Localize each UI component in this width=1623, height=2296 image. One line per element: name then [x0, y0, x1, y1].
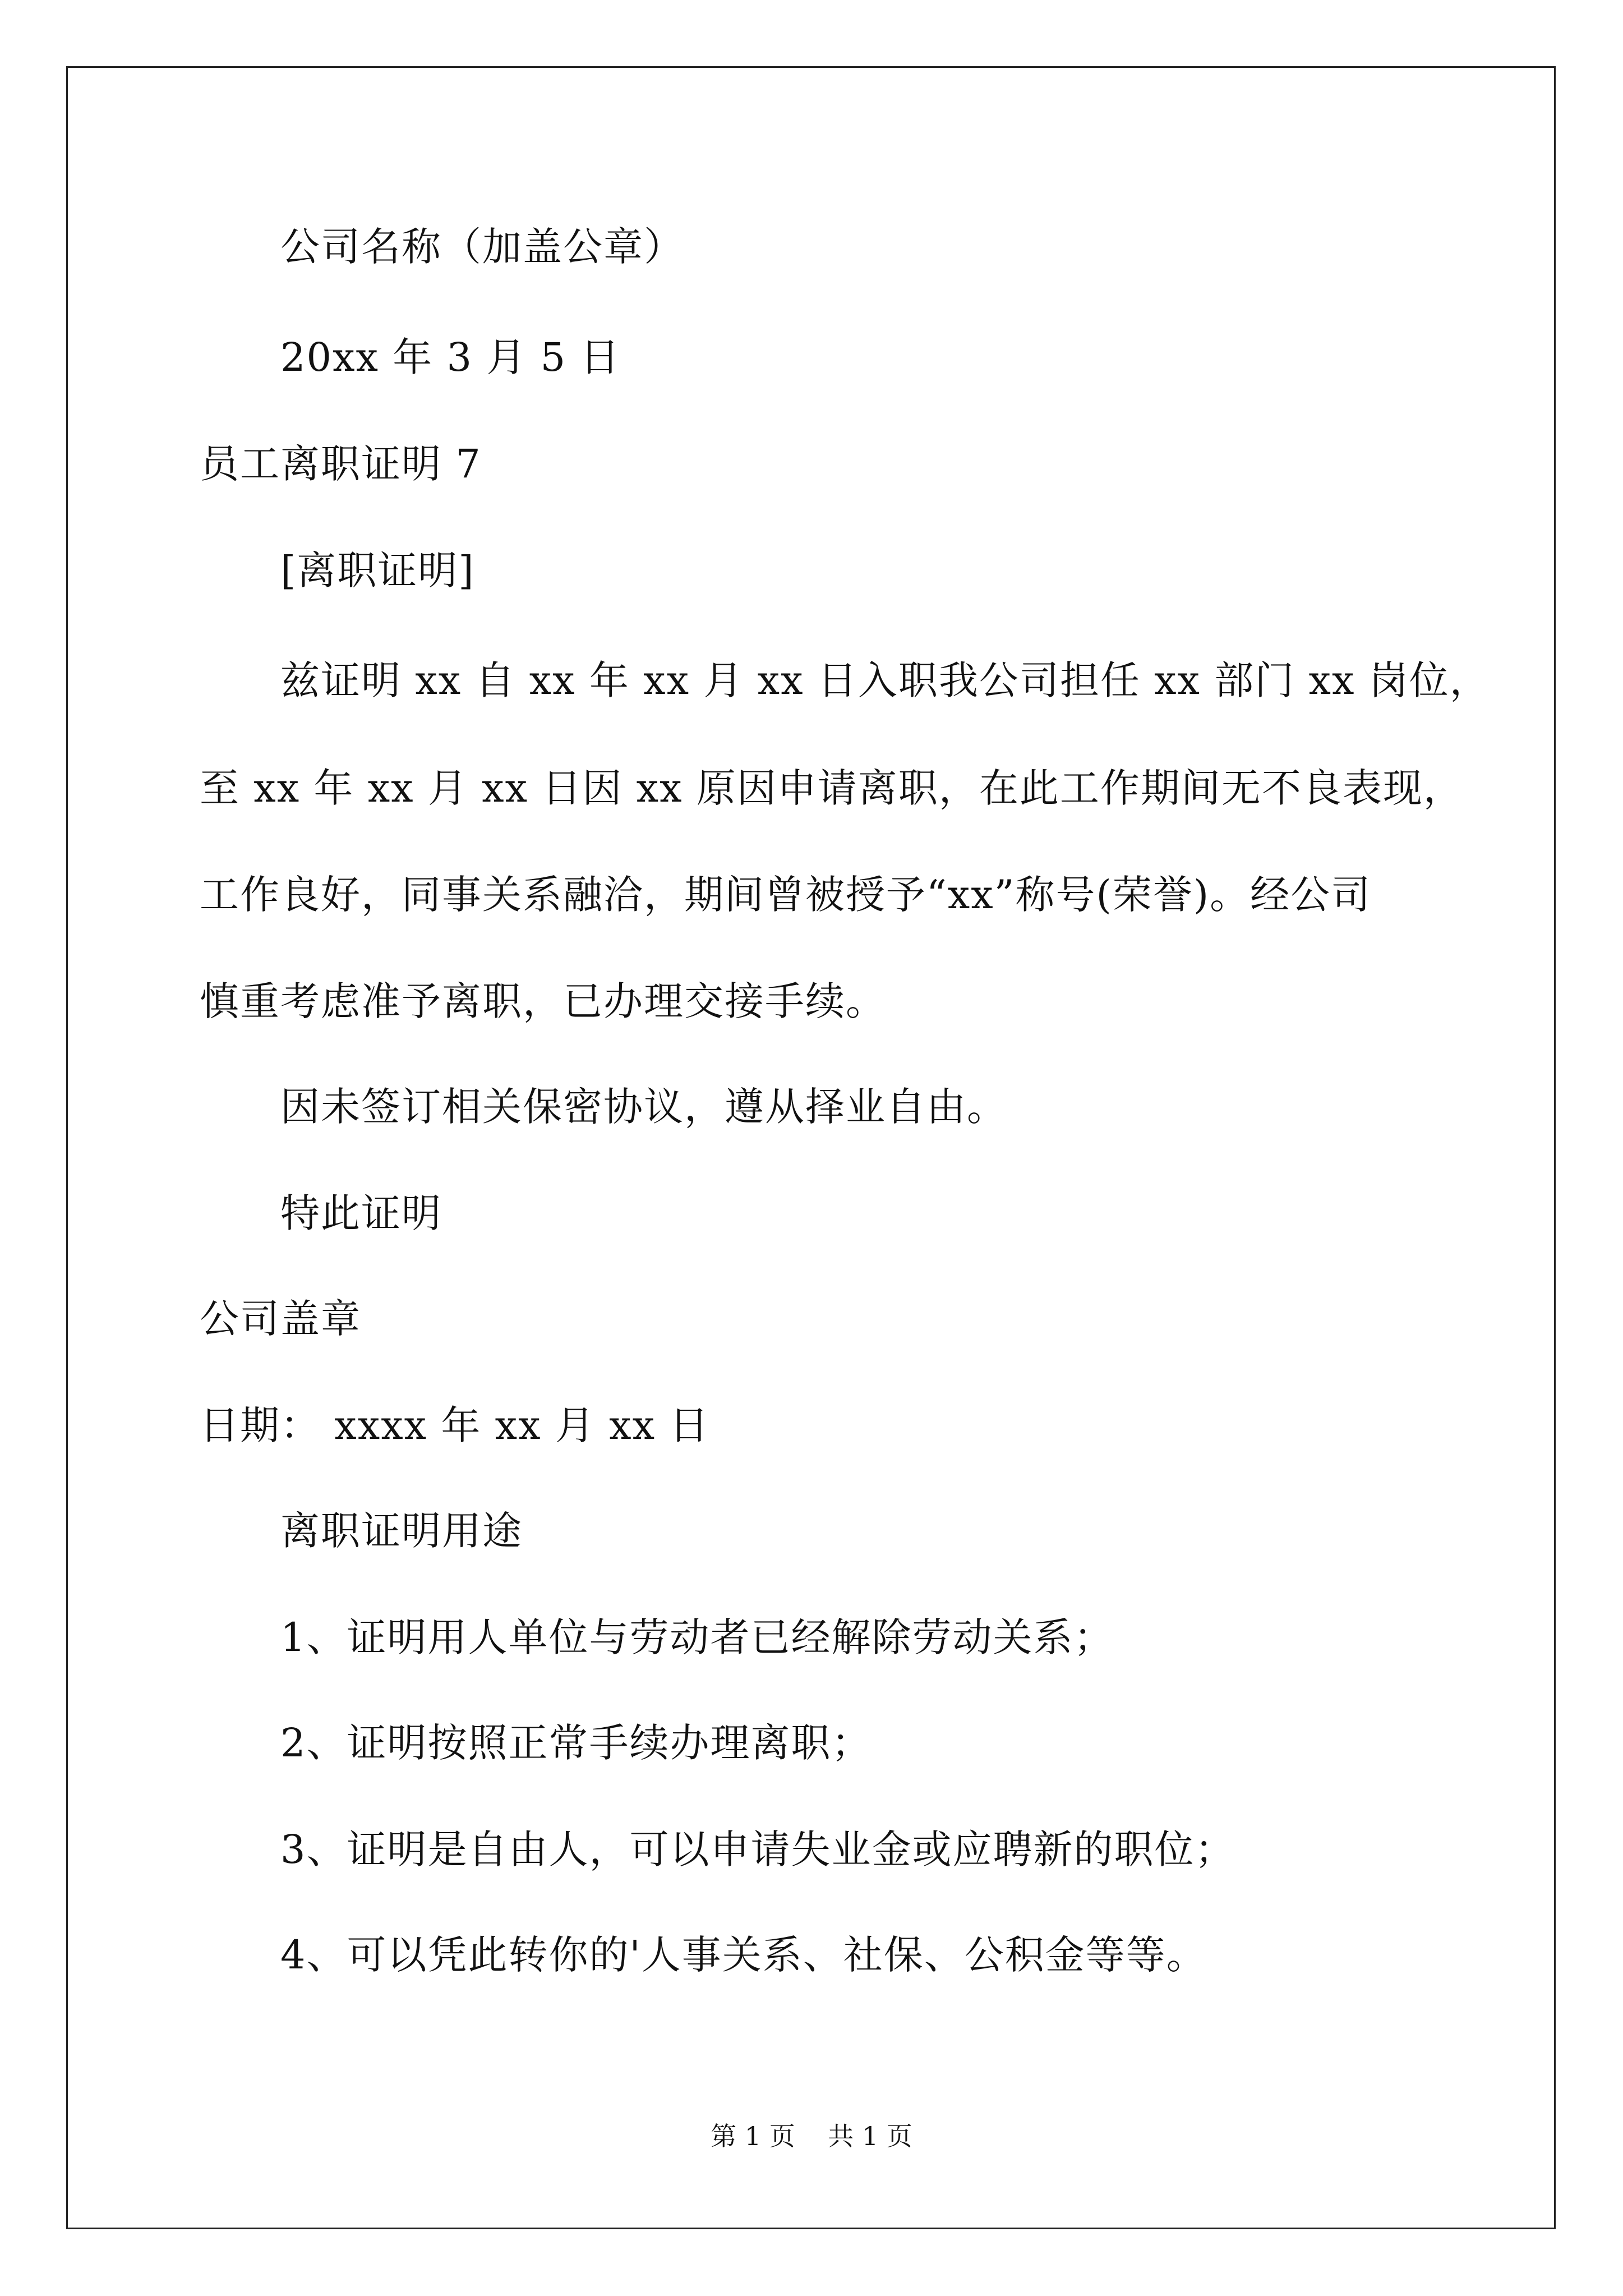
usage-item: 3、证明是自由人，可以申请失业金或应聘新的职位； — [280, 1826, 1235, 1872]
section-heading: 员工离职证明 7 — [200, 441, 482, 487]
company-name-line: 公司名称（加盖公章） — [280, 224, 684, 270]
usage-heading: 离职证明用途 — [280, 1508, 523, 1554]
closing-line: 特此证明 — [280, 1190, 442, 1236]
body-paragraph-line: 至 xx 年 xx 月 xx 日因 xx 原因申请离职，在此工作期间无不良表现， — [200, 765, 1464, 811]
signature-date-line: 日期： xxxx 年 xx 月 xx 日 — [200, 1402, 710, 1448]
usage-item: 4、可以凭此转你的'人事关系、社保、公积金等等。 — [280, 1932, 1207, 1978]
page-footer: 第 1 页 共 1 页 — [711, 2121, 912, 2151]
body-paragraph-line: 慎重考虑准予离职，已办理交接手续。 — [200, 978, 886, 1024]
body-paragraph-line: 兹证明 xx 自 xx 年 xx 月 xx 日入职我公司担任 xx 部门 xx 岗位， — [280, 657, 1490, 703]
usage-item: 2、证明按照正常手续办理离职； — [280, 1720, 872, 1766]
date-line: 20xx 年 3 月 5 日 — [280, 334, 621, 380]
body-paragraph-line: 工作良好，同事关系融洽，期间曾被授予“xx”称号(荣誉)。经公司 — [200, 872, 1372, 918]
usage-item: 1、证明用人单位与劳动者已经解除劳动关系； — [280, 1614, 1114, 1660]
page-border — [66, 66, 1556, 2229]
confidentiality-line: 因未签订相关保密协议，遵从择业自由。 — [280, 1084, 1007, 1130]
company-seal-line: 公司盖章 — [200, 1296, 361, 1342]
certificate-title: [离职证明] — [280, 547, 475, 593]
